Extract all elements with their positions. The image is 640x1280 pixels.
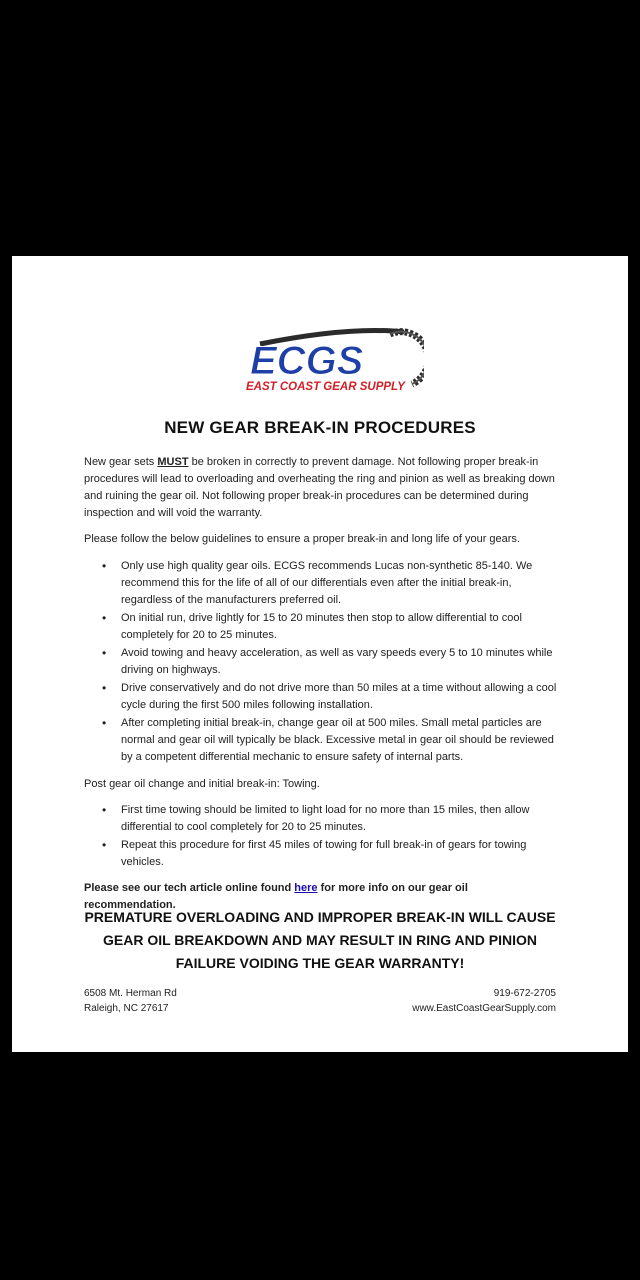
list-item: • Repeat this procedure for first 45 miles of towing for full break-in of gears for towing vehicles. bbox=[84, 837, 558, 871]
list-item: • On initial run, drive lightly for 15 to 20 minutes then stop to allow differential to cool completely for 20 to 25 minutes. bbox=[84, 610, 558, 644]
intro-after: be broken in correctly to prevent damage. Not following proper break-in procedures will lead to overloading and overheating the ring and pinion as well as breaking down and ruining the gear oil. Not following proper break-in procedures can be determined during inspection and will void the warranty. bbox=[84, 456, 555, 519]
intro-emphasis: MUST bbox=[157, 456, 189, 468]
list-item: • After completing initial break-in, change gear oil at 500 miles. Small metal particles are normal and gear oil will typically be black. Excessive metal in gear oil should be reviewed by a competent differential mechanic to ensure safety of internal parts. bbox=[84, 715, 558, 766]
warranty-warning: PREMATURE OVERLOADING AND IMPROPER BREAK-IN WILL CAUSE GEAR OIL BREAKDOWN AND MAY RESULT IN RING AND PINION FAILURE VOIDING THE GEAR WARRANTY! bbox=[84, 909, 556, 971]
website: www.EastCoastGearSupply.com bbox=[412, 1003, 556, 1014]
list-item: • Drive conservatively and do not drive more than 50 miles at a time without allowing a cool cycle during the first 500 miles following installation. bbox=[84, 680, 558, 714]
document-page bbox=[12, 256, 628, 1052]
tech-note-after: for more info on our gear oil recommendation. bbox=[84, 882, 468, 911]
list-item: • Avoid towing and heavy acceleration, as well as vary speeds every 5 to 10 minutes while driving on highways. bbox=[84, 645, 558, 679]
tech-article-link[interactable]: here bbox=[294, 882, 318, 894]
intro-paragraph bbox=[84, 454, 558, 522]
footer-contact bbox=[412, 986, 556, 1016]
logo-letters: ECGS bbox=[250, 339, 364, 383]
intro-before: New gear sets bbox=[84, 456, 158, 468]
list-item: • First time towing should be limited to light load for no more than 15 miles, then allow differential to cool completely for 20 to 25 minutes. bbox=[84, 802, 558, 836]
list-item: • Only use high quality gear oils. ECGS recommends Lucas non-synthetic 85-140. We recommend this for the life of all of our differentials even after the initial break-in, regardless of the manufacturers preferred oil. bbox=[84, 558, 558, 609]
ecgs-logo bbox=[240, 326, 424, 396]
page-title: NEW GEAR BREAK-IN PROCEDURES bbox=[164, 418, 476, 437]
logo-tagline: EAST COAST GEAR SUPPLY bbox=[246, 381, 405, 393]
footer-address bbox=[84, 986, 177, 1016]
guidelines-intro: Please follow the below guidelines to ensure a proper break-in and long life of your gears. bbox=[84, 533, 520, 545]
phone-number: 919-672-2705 bbox=[493, 988, 556, 999]
address-line-2: Raleigh, NC 27617 bbox=[84, 1003, 169, 1014]
guidelines-list bbox=[84, 558, 558, 767]
tech-note-before: Please see our tech article online found bbox=[84, 882, 295, 894]
towing-list bbox=[84, 802, 558, 872]
address-line-1: 6508 Mt. Herman Rd bbox=[84, 988, 177, 999]
towing-intro: Post gear oil change and initial break-in: Towing. bbox=[84, 778, 320, 790]
